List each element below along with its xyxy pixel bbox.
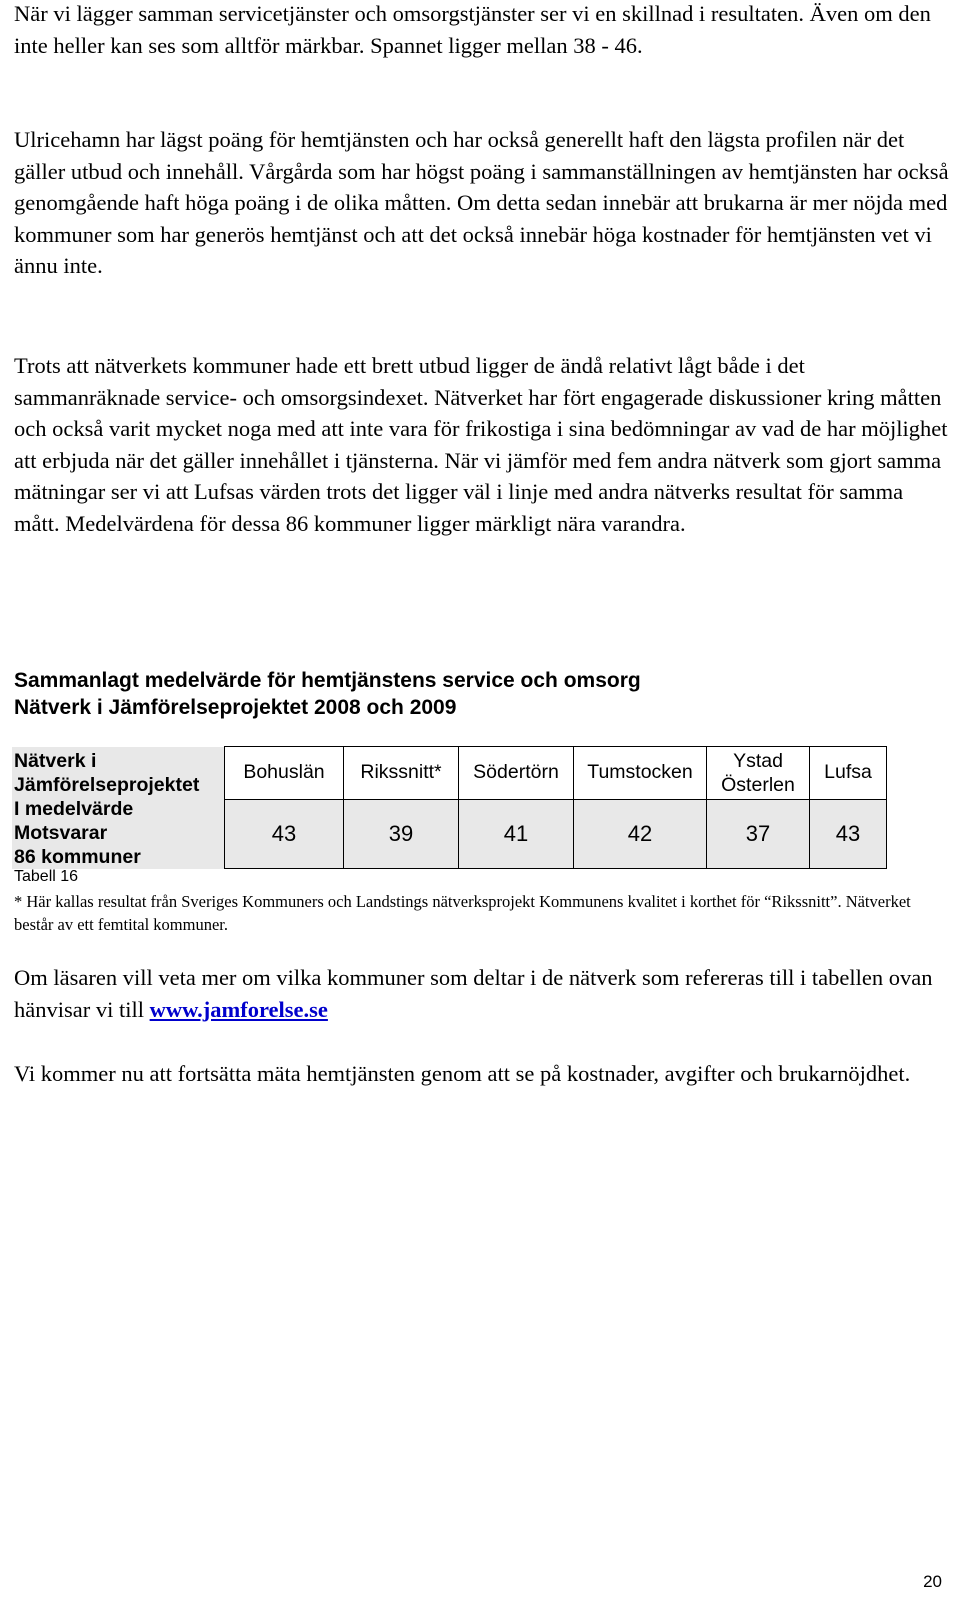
comparison-table [12,746,887,869]
column-header-bohuslan: Bohuslän [225,747,344,800]
value-rikssnitt: 39 [344,799,459,868]
column-header-lufsa: Lufsa [810,747,887,800]
column-header-sodertorn: Södertörn [459,747,574,800]
value-bohuslan: 43 [225,799,344,868]
table-caption: Tabell 16 [14,868,79,885]
row-header-line: Nätverk i [14,749,97,772]
value-ystad-osterlen: 37 [707,799,810,868]
paragraph-next-steps: Vi kommer nu att fortsätta mäta hemtjänsten genom att se på kostnader, avgifter och brukarnöjdhet. [14,1061,911,1086]
paragraph-network: Trots att nätverkets kommuner hade ett brett utbud ligger de ändå relativt lågt både i det sammanräknade service- och omsorgsindexet. Nätverket har fört engagerade diskussioner kring måtten och också varit mycket noga med att inte vara för frikostiga i sina bedömningar av vad de har möjlighet att erbjuda när det gäller innehållet i tjänsterna. När vi jämför med fem andra nätverk som gjort samma mätningar ser vi att Lufsas värden trots det ligger väl i linje med andra nätverks resultat för samma mått. Medelvärdena för dessa 86 kommuner ligger märkligt nära varandra. [14,353,948,536]
value-sodertorn: 41 [459,799,574,868]
row-header-line: Motsvarar [14,821,108,844]
paragraph-reference [14,962,949,1025]
row-header-line: 86 kommuner [14,845,141,868]
reference-text: Om läsaren vill veta mer om vilka kommuner som deltar i de nätverk som refereras till i tabellen ovan hänvisar vi till [14,965,933,1022]
value-tumstocken: 42 [574,799,707,868]
paragraph-ulricehamn: Ulricehamn har lägst poäng för hemtjänsten och har också generellt haft den lägsta profilen när det gäller utbud och innehåll. Vårgårda som har högst poäng i sammanställningen av hemtjänsten har också genomgående haft höga poäng i de olika måtten. Om detta sedan innebär att brukarna är mer nöjda med kommuner som har generös hemtjänst och att det också innebär höga kostnader för hemtjänsten vet vi ännu inte. [14,127,949,278]
row-header-cell [12,747,225,869]
row-header-line: Jämförelseprojektet [14,773,200,796]
page-number: 20 [923,1572,942,1591]
table-footnote: * Här kallas resultat från Sveriges Kommuners och Landstings nätverksprojekt Kommunens kvalitet i korthet för “Rikssnitt”. Nätverket består av ett femtital kommuner. [14,892,911,934]
row-header-line: I medelvärde [14,797,134,820]
table-heading-line2: Nätverk i Jämförelseprojektet 2008 och 2009 [14,696,457,719]
column-header-rikssnitt: Rikssnitt* [344,747,459,800]
value-lufsa: 43 [810,799,887,868]
paragraph-intro: När vi lägger samman servicetjänster och omsorgstjänster ser vi en skillnad i resultaten. Även om den inte heller kan ses som alltför märkbar. Spannet ligger mellan 38 - 46. [14,1,931,58]
table-heading-line1: Sammanlagt medelvärde för hemtjänstens service och omsorg [14,669,641,692]
column-header-ystad-osterlen: Ystad Österlen [707,747,810,800]
table-header-row [12,747,887,800]
column-header-tumstocken: Tumstocken [574,747,707,800]
jamforelse-link[interactable]: www.jamforelse.se [149,996,328,1022]
